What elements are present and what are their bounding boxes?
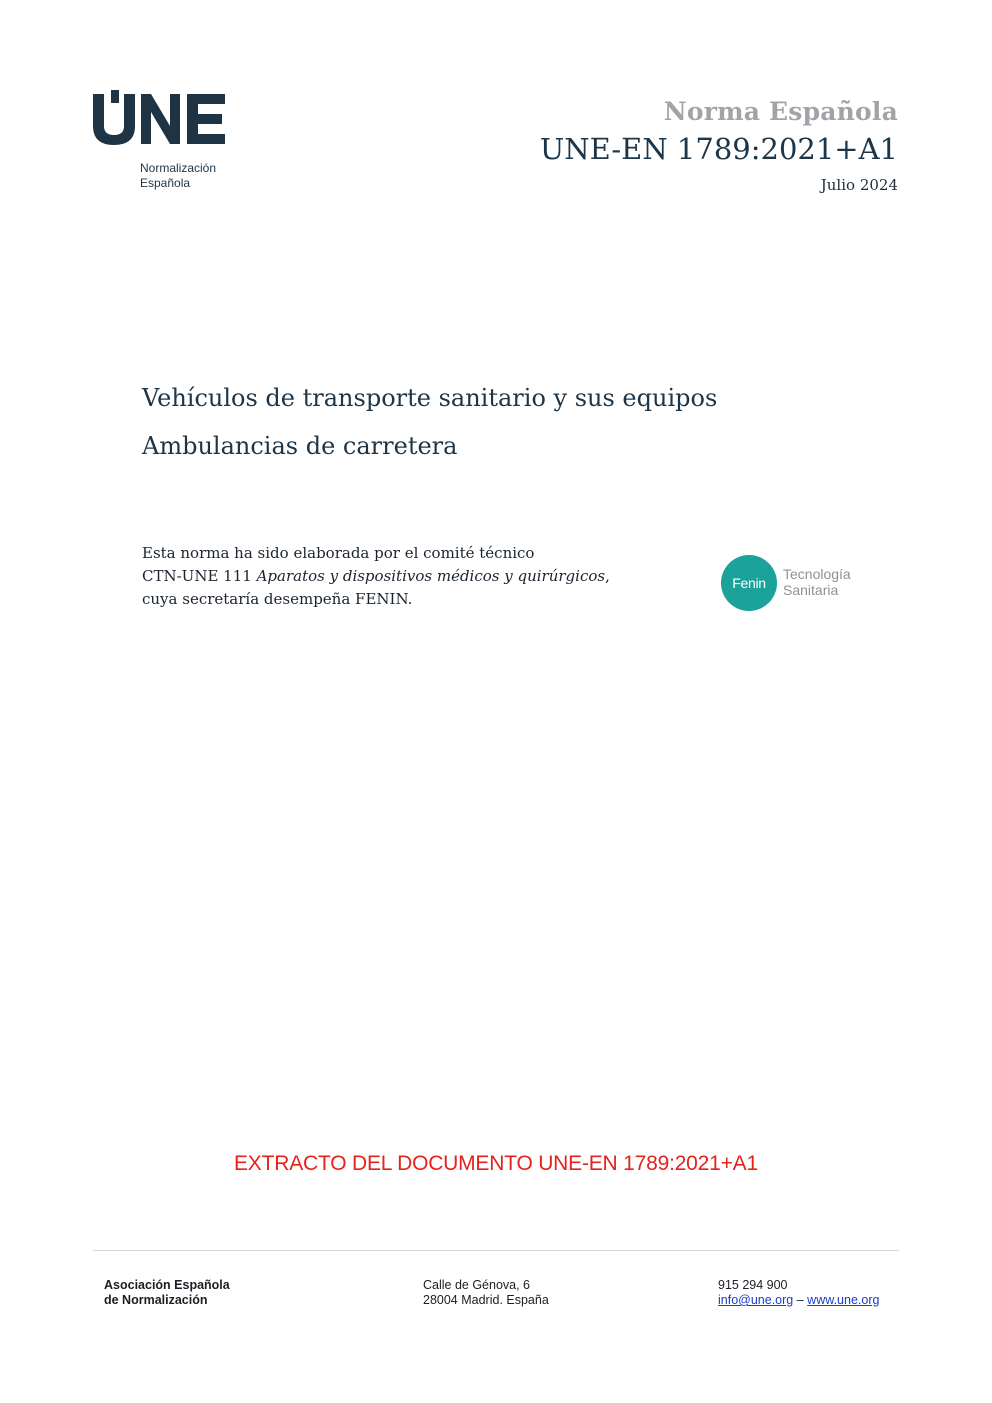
committee-line-3: cuya secretaría desempeña FENIN. xyxy=(142,590,413,608)
une-logo-icon xyxy=(93,90,227,146)
email-link[interactable]: info@une.org xyxy=(718,1293,794,1307)
footer-separator: – xyxy=(796,1293,804,1307)
fenin-text-line2: Sanitaria xyxy=(783,582,839,598)
committee-name: Aparatos y dispositivos médicos y quirúrgicos xyxy=(256,567,606,585)
fenin-logo xyxy=(721,555,881,611)
footer-phone: 915 294 900 xyxy=(718,1278,788,1292)
title-line-2: Ambulancias de carretera xyxy=(142,432,458,460)
extract-notice: EXTRACTO DEL DOCUMENTO UNE-EN 1789:2021+A1 xyxy=(234,1152,758,1175)
fenin-circle: Fenin xyxy=(721,555,777,611)
norma-label: Norma Española xyxy=(663,97,898,126)
committee-code: CTN-UNE 111 xyxy=(142,567,252,585)
footer-contact xyxy=(718,1278,879,1308)
logo-subtitle-line2: Española xyxy=(140,176,191,190)
committee-statement xyxy=(142,542,610,611)
footer-organization xyxy=(104,1278,230,1308)
fenin-text-line1: Tecnología xyxy=(783,566,851,582)
norma-code: UNE-EN 1789:2021+A1 xyxy=(539,132,898,166)
footer-org-line2: de Normalización xyxy=(104,1293,208,1307)
title-line-1: Vehículos de transporte sanitario y sus equipos xyxy=(142,384,718,412)
document-header xyxy=(540,96,898,196)
une-logo xyxy=(93,90,233,200)
document-title xyxy=(142,383,717,479)
footer-divider xyxy=(93,1250,899,1251)
footer-addr-line2: 28004 Madrid. España xyxy=(423,1293,549,1307)
footer-org-line1: Asociación Española xyxy=(104,1278,230,1292)
footer-address xyxy=(423,1278,549,1308)
committee-line-2: CTN-UNE 111 Aparatos y dispositivos médicos y quirúrgicos, xyxy=(142,567,610,585)
norma-date: Julio 2024 xyxy=(820,176,898,194)
website-link[interactable]: www.une.org xyxy=(807,1293,880,1307)
committee-line-1: Esta norma ha sido elaborada por el comité técnico xyxy=(142,544,535,562)
footer-addr-line1: Calle de Génova, 6 xyxy=(423,1278,531,1292)
logo-subtitle-line1: Normalización xyxy=(140,161,217,175)
